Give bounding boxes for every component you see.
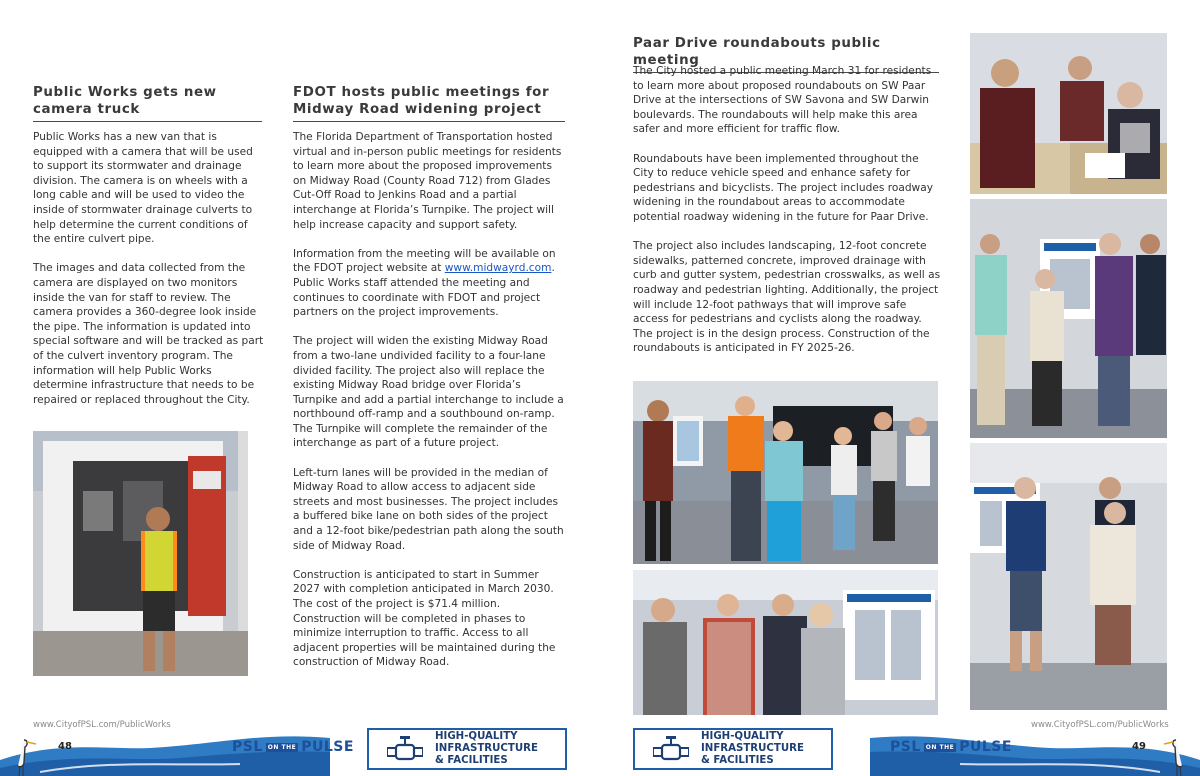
fdot-paragraph-2-after: . Public Works staff attended the meeting and continues to coordinate with FDOT and project partners on the project improvements.: [293, 262, 555, 319]
paar-drive-paragraph-2: Roundabouts have been implemented throughout the City to reduce vehicle speed and enhance safety for pedestrians and bicyclists. The project includes roadway widening in the roundabout areas to accommodate potential roadway widening in the future for Paar Drive.: [633, 152, 933, 223]
right-heron-icon: [1162, 736, 1190, 776]
right-badge-line2: INFRASTRUCTURE: [701, 743, 804, 754]
left-footer-url[interactable]: www.CityofPSL.com/PublicWorks: [33, 720, 171, 730]
fdot-paragraph-1: The Florida Department of Transportation hosted virtual and in-person public meetings for residents to learn more about the proposed improvements on Midway Road (County Road 712) from Glades Cut-Off Road to Jenkins Road and a partial interchange at Florida’s Turnpike. The project will help increase capacity and support safety.: [293, 131, 562, 231]
paar-drive-article: [633, 64, 941, 370]
right-badge-line1: HIGH-QUALITY: [701, 731, 784, 742]
right-badge-text: [701, 731, 804, 767]
left-heron-icon: [10, 736, 38, 776]
left-valve-icon: [387, 735, 423, 763]
camera-van-photo: [33, 431, 248, 676]
left-badge-line1: HIGH-QUALITY: [435, 731, 518, 742]
left-psl-logo: [232, 739, 354, 755]
left-psl-logo-mid: ON THE: [267, 743, 297, 751]
fdot-title-line2: Midway Road widening project: [293, 102, 542, 117]
midwayrd-link[interactable]: www.midwayrd.com: [444, 262, 552, 275]
meeting-photo-group-talk: [970, 199, 1167, 438]
right-psl-logo-mid: ON THE: [925, 743, 955, 751]
fdot-title-line1: FDOT hosts public meetings for: [293, 85, 550, 100]
fdot-paragraph-4: Left-turn lanes will be provided in the median of Midway Road to allow access to adjacent side streets and most businesses. The project includes a buffered bike lane on both sides of the project and a 12-foot bike/pedestrian path along the south side of Midway Road.: [293, 466, 564, 552]
right-page-number: 49: [1132, 741, 1146, 752]
left-psl-logo-left: PSL: [232, 739, 263, 755]
camera-truck-heading: [33, 84, 262, 122]
right-footer-url[interactable]: www.CityofPSL.com/PublicWorks: [1031, 720, 1169, 730]
paar-drive-paragraph-1: The City hosted a public meeting March 31 for residents to learn more about proposed roundabouts on SW Paar Drive at the intersections of SW Savona and SW Darwin boulevards. The roundabouts will help make this area safer and more efficient for traffic flow.: [633, 65, 932, 136]
left-page-number: 48: [58, 741, 72, 752]
camera-truck-paragraph-1: Public Works has a new van that is equipped with a camera that will be used to support its stormwater and drainage division. The camera is on wheels with a long cable and will be used to video the inside of stormwater drainage culverts to help determine the current conditions of the entire culvert pipe.: [33, 131, 253, 246]
camera-truck-title-line1: Public Works gets new: [33, 85, 217, 100]
camera-truck-title-line2: camera truck: [33, 102, 140, 117]
fdot-paragraph-2: [293, 247, 567, 320]
left-badge-line2: INFRASTRUCTURE: [435, 743, 538, 754]
right-infrastructure-badge: [633, 728, 833, 770]
right-psl-logo-left: PSL: [890, 739, 921, 755]
camera-truck-article: [33, 130, 266, 422]
fdot-paragraph-5: Construction is anticipated to start in Summer 2027 with completion anticipated in March 2030. The cost of the project is $71.4 million. Construction will be completed in phases to minimize interruption to traffic. Access to all adjacent properties will be maintained during the construction of Midway Road.: [293, 568, 556, 669]
right-valve-icon: [653, 735, 689, 763]
fdot-heading: [293, 84, 565, 122]
meeting-photo-boards-review: [970, 443, 1167, 710]
left-badge-text: [435, 731, 538, 767]
left-badge-line3: & FACILITIES: [435, 755, 508, 766]
paar-drive-title: Paar Drive roundabouts public meeting: [633, 36, 881, 68]
fdot-paragraph-3: The project will widen the existing Midway Road from a two-lane undivided facility to a four-lane divided facility. The project also will replace the existing Midway Road bridge over Florida’s Turnpike and add a partial interchange to include a northbound off-ramp and a southbound on-ramp. The Turnpike will complete the remainder of the interchange as part of a future project.: [293, 335, 564, 450]
camera-truck-paragraph-2: The images and data collected from the camera are displayed on two monitors inside the van for staff to review. The camera provides a 360-degree look inside the pipe. The information is updated into special software and will be tracked as part of the culvert inventory program. The information will help Public Works determine infrastructure that needs to be repaired or replaced throughout the City.: [33, 262, 264, 406]
left-psl-logo-right: PULSE: [301, 739, 354, 755]
paar-drive-paragraph-3: The project also includes landscaping, 12-foot concrete sidewalks, patterned concrete, improved drainage with curb and gutter system, pedestrian crosswalks, as well as roadway and pedestrian lighting. Additionally, the project will include 12-foot pathways that will improve safe access for pedestrians and cyclists along the roadway. The project is in the design process. Construction of the roundabouts is anticipated in FY 2025-26.: [633, 240, 941, 355]
meeting-photo-display-boards: [633, 570, 938, 715]
right-badge-line3: & FACILITIES: [701, 755, 774, 766]
meeting-photo-attendees: [633, 381, 938, 564]
right-psl-logo-right: PULSE: [959, 739, 1012, 755]
fdot-article: [293, 130, 567, 685]
meeting-photo-table-discussion: [970, 33, 1167, 194]
left-infrastructure-badge: [367, 728, 567, 770]
fdot-paragraph-2-before: Information from the meeting will be available on the FDOT project website at: [293, 247, 556, 275]
right-psl-logo: [890, 739, 1012, 755]
